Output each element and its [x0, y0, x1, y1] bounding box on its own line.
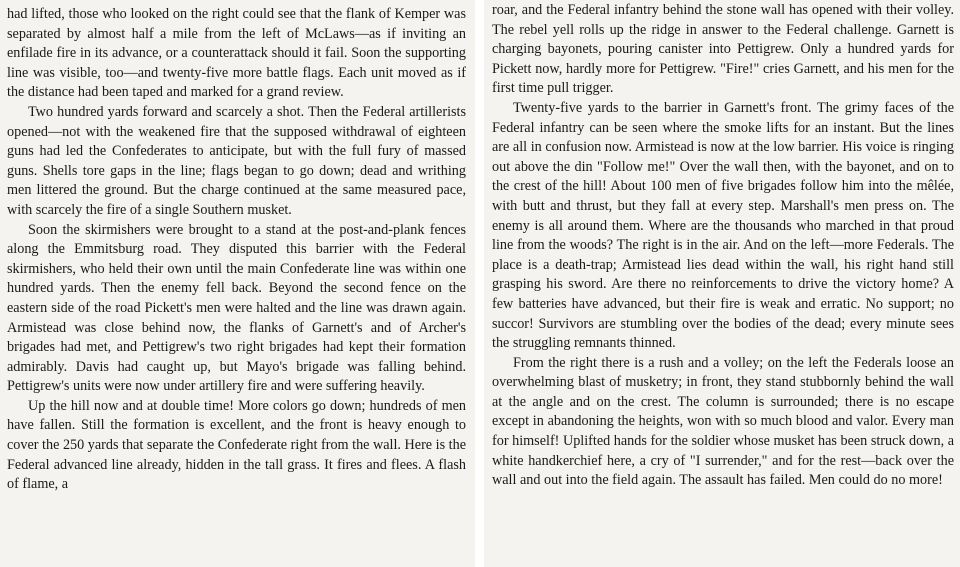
right-text-column — [484, 0, 960, 567]
paragraph: From the right there is a rush and a volley; on the left the Federals loose an overwhelming blast of musketry; in front, they stand stubbornly behind the wall at the angle and on the crest. The column is surrounded; there is no escape except in abandoning the heights, won with so much blood and valor. Every man for himself! Uplifted hands for the soldier whose musket has been struck down, a white handkerchief here, a cry of "I surrender," and for the rest—back over the wall and out into the field again. The assault has failed. Men could do no more! — [492, 354, 954, 489]
paragraph: had lifted, those who looked on the right could see that the flank of Kemper was separated by almost half a mile from the left of McLaws—as if inviting an enfilade fire in its advance, or a counterattack should it fail. Soon the supporting line was visible, too—and twenty-five more battle flags. Each unit moved as if the distance had been taped and marked for a grand review. — [7, 6, 466, 101]
paragraph: Up the hill now and at double time! More colors go down; hundreds of men have fallen. Still the formation is excellent, and the front is heavy enough to cover the 250 yards that separate the Confederate right from the wall. Here is the Federal advanced line already, hidden in the tall grass. It fires and flees. A flash of flame, a — [7, 397, 466, 493]
left-text-column — [0, 0, 475, 567]
paragraph: Two hundred yards forward and scarcely a shot. Then the Federal artillerists opened—not with the weakened fire that the supposed withdrawal of eighteen guns had led the Confederates to anticipate, but with the full fury of massed guns. Shells tore gaps in the line; flags began to go down; dead and writhing men littered the ground. But the charge continued at the same measured pace, with scarcely the fire of a single Southern musket. — [7, 103, 466, 218]
paragraph: Twenty-five yards to the barrier in Garnett's front. The grimy faces of the Federal infantry can be seen where the smoke lifts for an instant. But the lines are all in confusion now. Armistead is now at the low barrier. His voice is ringing out above the din "Follow me!" Over the wall then, with the bayonet, and on to the crest of the hill! About 100 men of five brigades follow him into the mêlée, with butt and thrust, but they fall at every step. Marshall's men press on. The enemy is all around them. Where are the thousands who marched in that proud line from the woods? The right is in the air. And on the left—more Federals. The place is a death-trap; Armistead lies dead within the wall, his right hand still grasping his sword. Are there no reinforcements to drive the victory home? A few batteries have advanced, but their fire is weak and erratic. No support; no succor! Survivors are stumbling over the bodies of the dead; every minute sees the struggling remnants thinned. — [492, 99, 954, 352]
paragraph: Soon the skirmishers were brought to a stand at the post-and-plank fences along the Emmitsburg road. They disputed this barrier with the Federal skirmishers, who held their own until the main Confederate line was within one hundred yards. Then the enemy fell back. Beyond the second fence on the eastern side of the road Pickett's men were halted and the line was drawn again. Armistead was close behind now, the flanks of Garnett's and of Archer's brigades had met, and Pettigrew's two right brigades had kept their formation admirably. Davis had caught up, but Mayo's brigade was falling behind. Pettigrew's units were now under artillery fire and were suffering heavily. — [7, 221, 466, 395]
paragraph: roar, and the Federal infantry behind the stone wall has opened with their volley. The rebel yell rolls up the ridge in answer to the Federal challenge. Garnett is charging bayonets, pouring canister into Pettigrew. Only a hundred yards for Pickett now, hardly more for Pettigrew. "Fire!" cries Garnett, and his men for the first time pull trigger. — [492, 2, 954, 97]
